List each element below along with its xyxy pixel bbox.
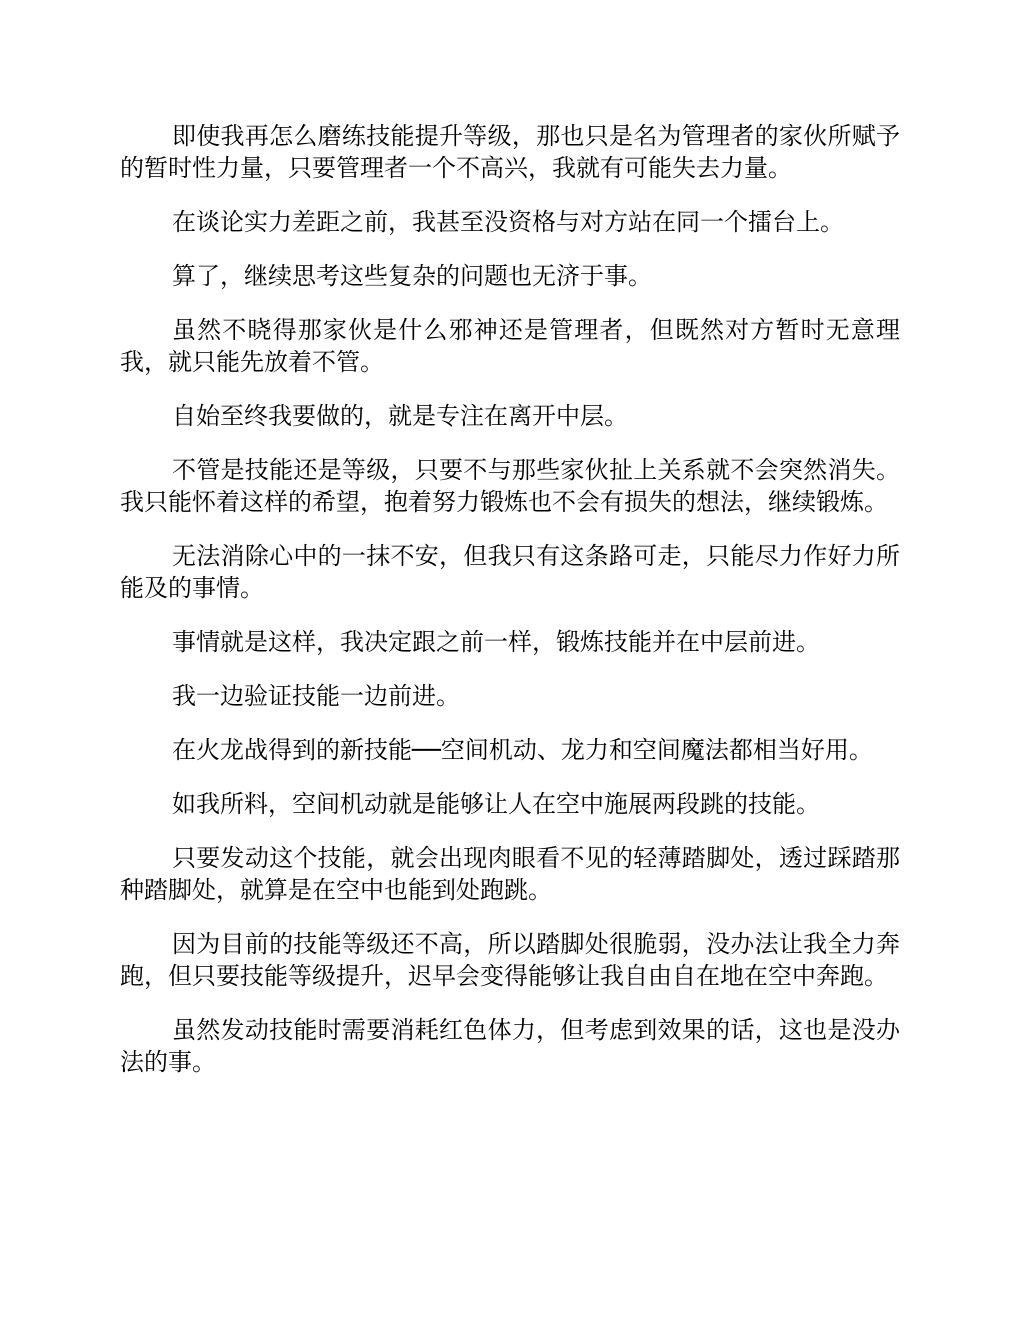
paragraph-8: 事情就是这样，我决定跟之前一样，锻炼技能并在中层前进。 (172, 628, 820, 656)
paragraph-13: 因为目前的技能等级还不高，所以踏脚处很脆弱，没办法让我全力奔跑，但只要技能等级提升，迟早会变得能够让我自由自在地在空中奔跑。 (120, 930, 900, 990)
paragraph-7: 无法消除心中的一抹不安，但我只有这条路可走，只能尽力作好力所能及的事情。 (120, 542, 900, 602)
paragraph-14: 虽然发动技能时需要消耗红色体力，但考虑到效果的话，这也是没办法的事。 (120, 1016, 900, 1076)
paragraph-3: 算了，继续思考这些复杂的问题也无济于事。 (172, 262, 652, 290)
paragraph-11: 如我所料，空间机动就是能够让人在空中施展两段跳的技能。 (172, 790, 820, 818)
paragraph-10: 在火龙战得到的新技能──空间机动、龙力和空间魔法都相当好用。 (172, 736, 873, 764)
document-page (120, 120, 900, 1100)
paragraph-4: 虽然不晓得那家伙是什么邪神还是管理者，但既然对方暂时无意理我，就只能先放着不管。 (120, 316, 900, 376)
paragraph-12: 只要发动这个技能，就会出现肉眼看不见的轻薄踏脚处，透过踩踏那种踏脚处，就算是在空中也能到处跑跳。 (120, 844, 900, 904)
paragraph-5: 自始至终我要做的，就是专注在离开中层。 (172, 402, 628, 430)
paragraph-6: 不管是技能还是等级，只要不与那些家伙扯上关系就不会突然消失。我只能怀着这样的希望，抱着努力锻炼也不会有损失的想法，继续锻炼。 (120, 456, 900, 516)
paragraph-1: 即使我再怎么磨练技能提升等级，那也只是名为管理者的家伙所赋予的暂时性力量，只要管理者一个不高兴，我就有可能失去力量。 (120, 122, 900, 182)
paragraph-2: 在谈论实力差距之前，我甚至没资格与对方站在同一个擂台上。 (172, 208, 844, 236)
paragraph-9: 我一边验证技能一边前进。 (172, 682, 460, 710)
